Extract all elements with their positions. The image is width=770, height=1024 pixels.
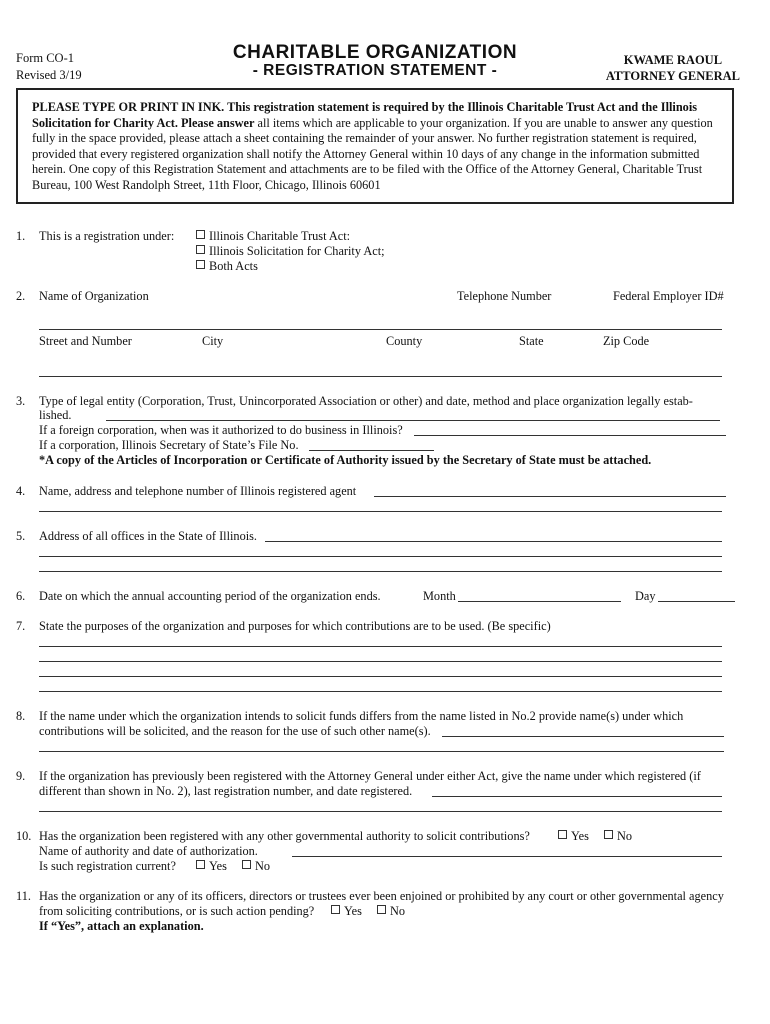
q9-registered-line-1[interactable] [432, 796, 722, 797]
q10-line2: Name of authority and date of authorization. [39, 844, 258, 858]
q10-line3: Is such registration current? [39, 859, 176, 873]
q3-note: *A copy of the Articles of Incorporation or Certificate of Authority issued by the Secretary of State must be attached. [39, 453, 652, 467]
q3-entity-line[interactable] [106, 420, 720, 421]
q7-purpose-line-1[interactable] [39, 646, 722, 647]
q5-offices-line-3[interactable] [39, 571, 722, 572]
q10-current-yes-option[interactable]: Yes [196, 859, 227, 874]
q5-offices-line-2[interactable] [39, 556, 722, 557]
q10-line1: Has the organization been registered with any other governmental authority to solicit contributions? [39, 829, 530, 843]
q2-label-fein: Federal Employer ID# [613, 289, 724, 303]
official-name: KWAME RAOUL [623, 53, 723, 67]
q1-option-both-acts[interactable]: Both Acts [196, 259, 258, 274]
q3-line3: If a foreign corporation, when was it authorized to do business in Illinois? [39, 423, 403, 437]
q11-number: 11. [16, 889, 31, 903]
checkbox-icon[interactable] [196, 230, 205, 239]
q2-label-street: Street and Number [39, 334, 132, 348]
q6-number: 6. [16, 589, 26, 603]
q2-name-line[interactable] [39, 329, 722, 330]
q3-foreign-line[interactable] [414, 435, 726, 436]
q11-line2: from soliciting contributions, or is such action pending? [39, 904, 315, 918]
q7-purpose-line-4[interactable] [39, 691, 722, 692]
q10-number: 10. [16, 829, 32, 843]
q2-label-name: Name of Organization [39, 289, 149, 303]
checkbox-icon[interactable] [558, 830, 567, 839]
q8-line2: contributions will be solicited, and the reason for the use of such other name(s). [39, 724, 431, 738]
q9-line1: If the organization has previously been registered with the Attorney General under either Act, give the name under which registered (if [39, 769, 701, 783]
official-block [606, 52, 740, 84]
form-id: Form CO-1 [16, 51, 74, 65]
q10-yes-option[interactable]: Yes [558, 829, 589, 844]
q3-number: 3. [16, 394, 26, 408]
q6-label: Date on which the annual accounting period of the organization ends. [39, 589, 381, 603]
q2-label-state: State [519, 334, 544, 348]
q8-line1: If the name under which the organization intends to solicit funds differs from the name listed in No.2 provide name(s) under which [39, 709, 684, 723]
q4-agent-line-1[interactable] [374, 496, 726, 497]
form-id-block [16, 50, 82, 84]
q9-number: 9. [16, 769, 26, 783]
revised-date: Revised 3/19 [16, 68, 82, 82]
q2-label-zip: Zip Code [603, 334, 650, 348]
checkbox-icon[interactable] [604, 830, 613, 839]
q1-label: This is a registration under: [39, 229, 175, 243]
checkbox-icon[interactable] [196, 860, 205, 869]
q1-option-solicitation-act[interactable]: Illinois Solicitation for Charity Act; [196, 244, 385, 259]
q6-month-line[interactable] [458, 601, 621, 602]
instructions-text [32, 100, 722, 193]
q3-file-no-line[interactable] [309, 450, 434, 451]
q8-names-line-1[interactable] [442, 736, 724, 737]
q10-authority-line[interactable] [292, 856, 722, 857]
q10-current-no-option[interactable]: No [242, 859, 270, 874]
official-title: ATTORNEY GENERAL [605, 69, 740, 83]
q8-names-line-2[interactable] [39, 751, 724, 752]
checkbox-icon[interactable] [242, 860, 251, 869]
form-title: CHARITABLE ORGANIZATION [232, 42, 518, 63]
q2-label-phone: Telephone Number [457, 289, 552, 303]
instructions-box [16, 88, 734, 204]
q9-registered-line-2[interactable] [39, 811, 722, 812]
q11-line1: Has the organization or any of its officers, directors or trustees ever been enjoined or prohibited by any court or other governmental agency [39, 889, 724, 903]
checkbox-icon[interactable] [377, 905, 386, 914]
q4-agent-line-2[interactable] [39, 511, 722, 512]
q5-offices-line-1[interactable] [265, 541, 722, 542]
form-subtitle: - REGISTRATION STATEMENT - [252, 62, 498, 79]
q11-note: If “Yes”, attach an explanation. [39, 919, 204, 933]
q6-day-label: Day [635, 589, 656, 603]
q7-purpose-line-3[interactable] [39, 676, 722, 677]
q3-line4: If a corporation, Illinois Secretary of State’s File No. [39, 438, 299, 452]
q7-label: State the purposes of the organization and purposes for which contributions are to be used. (Be specific) [39, 619, 551, 633]
q2-address-line[interactable] [39, 376, 722, 377]
q3-line1: Type of legal entity (Corporation, Trust, Unincorporated Association or other) and date, method and place organization legally estab- [39, 394, 693, 408]
q7-purpose-line-2[interactable] [39, 661, 722, 662]
q1-number: 1. [16, 229, 26, 243]
q4-label: Name, address and telephone number of Illinois registered agent [39, 484, 357, 498]
q2-number: 2. [16, 289, 26, 303]
q7-number: 7. [16, 619, 26, 633]
q3-line2: lished. [39, 408, 72, 422]
q5-label: Address of all offices in the State of Illinois. [39, 529, 257, 543]
q5-number: 5. [16, 529, 26, 543]
q1-option-trust-act[interactable]: Illinois Charitable Trust Act: [196, 229, 350, 244]
instructions-body: all items which are applicable to your organization. If you are unable to answer any question fully in the space provided, please attach a sheet containing the remainder of your answer. No further registration statement is required, provided that every registered organization shall notify the Attorney General within 10 days of any change in the information submitted herein. One copy of this Registration Statement and attachments are to be filed with the Office of the Attorney General, Charitable Trust Bureau, 100 West Randolph Street, 11th Floor, Chicago, Illinois 60601 [32, 115, 713, 192]
q8-number: 8. [16, 709, 26, 723]
instructions-bold: PLEASE TYPE OR PRINT IN INK. This registration statement is required by the Illinois Charitable Trust Act and the Illinois Solicitation for Charity Act. Please answer [32, 100, 698, 130]
q10-no-option[interactable]: No [604, 829, 632, 844]
checkbox-icon[interactable] [331, 905, 340, 914]
q9-line2: different than shown in No. 2), last registration number, and date registered. [39, 784, 413, 798]
q2-label-county: County [386, 334, 423, 348]
q4-number: 4. [16, 484, 26, 498]
checkbox-icon[interactable] [196, 260, 205, 269]
q6-month-label: Month [423, 589, 456, 603]
q11-yes-option[interactable]: Yes [331, 904, 362, 919]
q6-day-line[interactable] [658, 601, 735, 602]
q2-label-city: City [202, 334, 224, 348]
q11-no-option[interactable]: No [377, 904, 405, 919]
checkbox-icon[interactable] [196, 245, 205, 254]
